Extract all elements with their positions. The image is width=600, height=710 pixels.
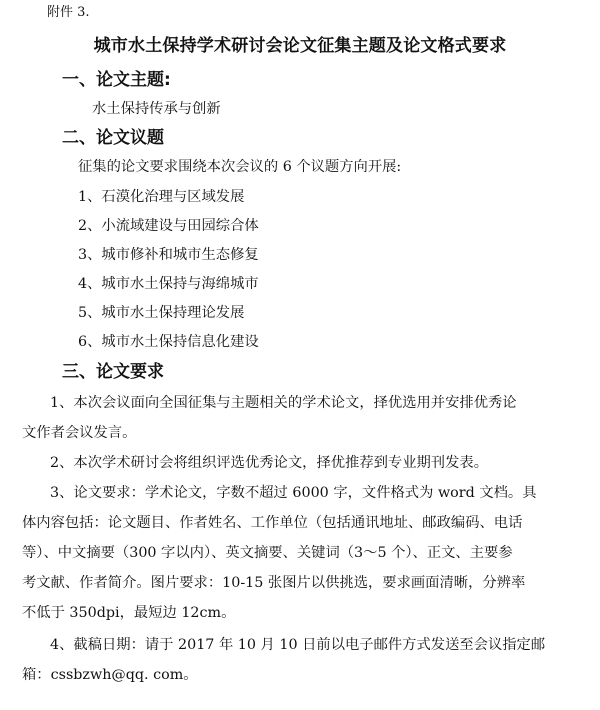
topic-item-6: 6、城市水土保持信息化建设 (78, 334, 259, 350)
requirement-3-line-2: 体内容包括：论文题目、作者姓名、工作单位（包括通讯地址、邮政编码、电话 (22, 515, 523, 531)
section3-heading: 三、论文要求 (62, 362, 164, 382)
requirement-4-line-2: 箱：cssbzwh@qq. com。 (22, 667, 198, 683)
topic-item-2: 2、小流域建设与田园综合体 (78, 218, 259, 234)
section2-intro: 征集的论文要求围绕本次会议的 6 个议题方向开展: (78, 159, 402, 175)
requirement-1-line-1: 1、本次会议面向全国征集与主题相关的学术论文，择优选用并安排优秀论 (50, 395, 517, 411)
requirement-3-line-1: 3、论文要求：学术论文，字数不超过 6000 字，文件格式为 word 文档。具 (50, 485, 537, 501)
section1-heading: 一、论文主题: (62, 70, 171, 90)
topic-item-5: 5、城市水土保持理论发展 (78, 305, 245, 321)
requirement-3-line-4: 考文献、作者简介。图片要求：10-15 张图片以供挑选，要求画面清晰，分辨率 (22, 575, 526, 591)
document-title: 城市水土保持学术研讨会论文征集主题及论文格式要求 (93, 36, 507, 56)
requirement-2-line-1: 2、本次学术研讨会将组织评选优秀论文，择优推荐到专业期刊发表。 (50, 455, 488, 471)
requirement-3-line-3: 等）、中文摘要（300 字以内）、英文摘要、关键词（3～5 个）、正文、主要参 (22, 545, 513, 561)
section1-topic: 水土保持传承与创新 (92, 101, 221, 117)
topic-item-4: 4、城市水土保持与海绵城市 (78, 276, 259, 292)
requirement-3-line-5: 不低于 350dpi，最短边 12cm。 (22, 605, 236, 621)
section2-heading: 二、论文议题 (62, 128, 164, 148)
topic-item-3: 3、城市修补和城市生态修复 (78, 247, 259, 263)
requirement-1-line-2: 文作者会议发言。 (22, 425, 137, 441)
topic-item-1: 1、石漠化治理与区域发展 (78, 189, 245, 205)
requirement-4-line-1: 4、截稿日期：请于 2017 年 10 月 10 日前以电子邮件方式发送至会议指定邮 (50, 637, 546, 653)
attachment-label: 附件 3. (47, 5, 90, 20)
